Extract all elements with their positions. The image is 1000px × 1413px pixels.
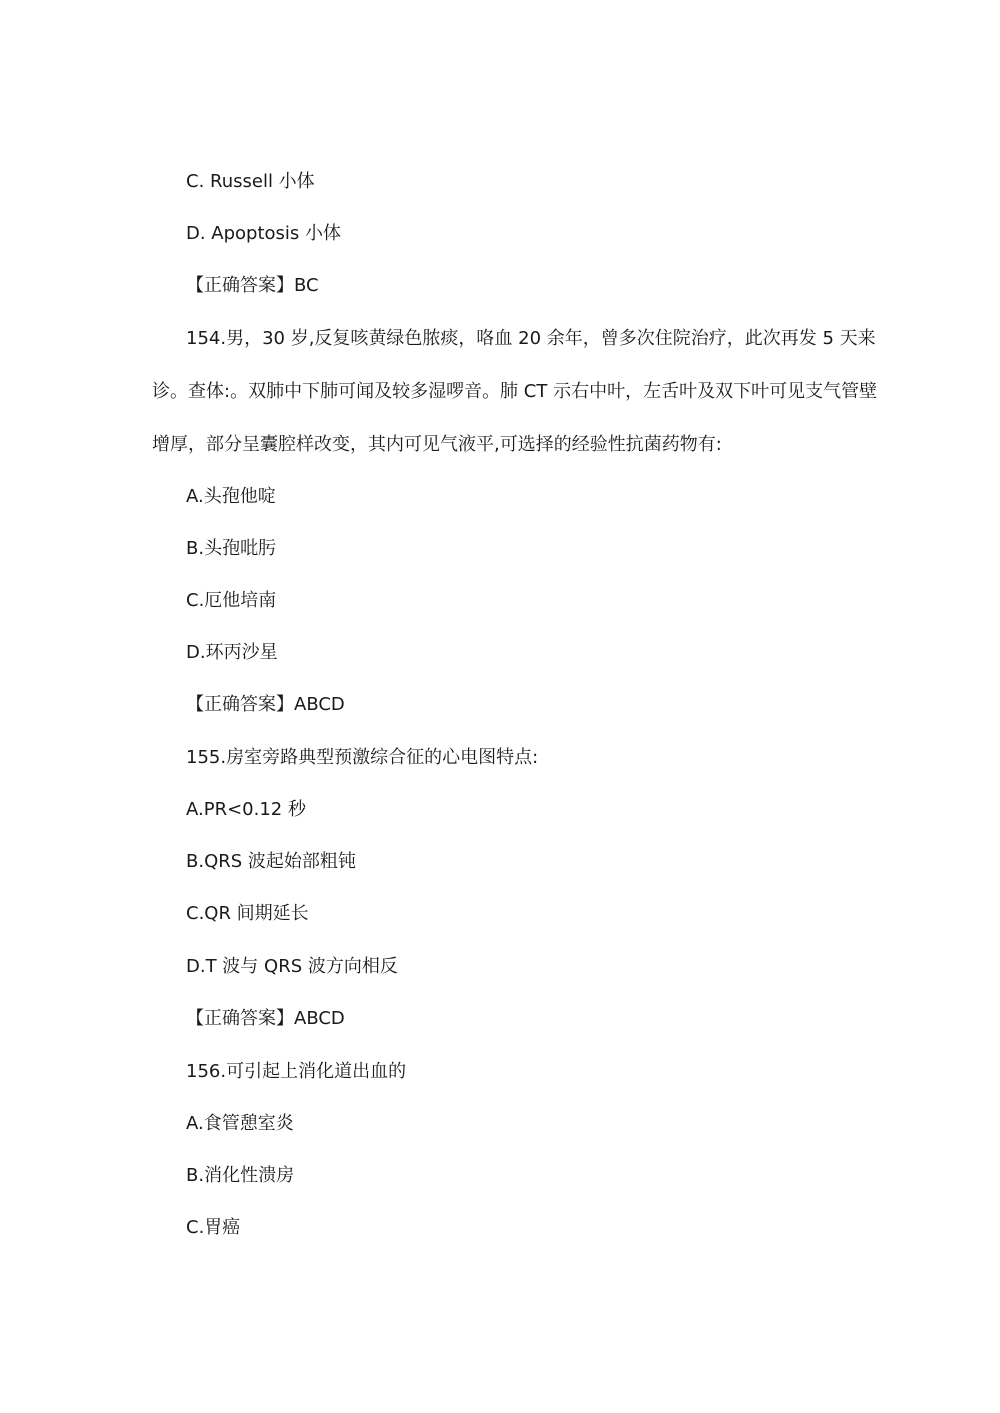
question-155-option-b: B.QRS 波起始部粗钝 <box>186 851 356 872</box>
option-d-apoptosis-body: D. Apoptosis 小体 <box>186 223 342 244</box>
question-154-option-c: C.厄他培南 <box>186 590 277 611</box>
question-154-option-d: D.环丙沙星 <box>186 642 278 663</box>
question-155-option-c: C.QR 间期延长 <box>186 903 309 924</box>
question-154-line-1: 154.男，30 岁,反复咳黄绿色脓痰，咯血 20 余年，曾多次住院治疗，此次再发 5 天来 <box>186 328 876 349</box>
question-154-option-a: A.头孢他啶 <box>186 486 276 507</box>
question-155-option-d: D.T 波与 QRS 波方向相反 <box>186 956 398 977</box>
question-156-option-a: A.食管憩室炎 <box>186 1113 294 1134</box>
question-154-option-b: B.头孢吡肟 <box>186 538 277 559</box>
answer-153: 【正确答案】BC <box>186 275 319 296</box>
answer-155: 【正确答案】ABCD <box>186 1008 345 1029</box>
question-156-option-b: B.消化性溃房 <box>186 1165 295 1186</box>
question-156: 156.可引起上消化道出血的 <box>186 1061 407 1082</box>
question-155-option-a: A.PR<0.12 秒 <box>186 799 306 820</box>
option-c-russell-body: C. Russell 小体 <box>186 171 315 192</box>
question-155: 155.房室旁路典型预激综合征的心电图特点: <box>186 747 539 768</box>
question-154-line-3: 增厚，部分呈囊腔样改变，其内可见气液平,可选择的经验性抗菌药物有: <box>152 434 722 455</box>
answer-154: 【正确答案】ABCD <box>186 694 345 715</box>
question-156-option-c: C.胃癌 <box>186 1217 241 1238</box>
question-154-line-2: 诊。查体:。双肺中下肺可闻及较多湿啰音。肺 CT 示右中叶，左舌叶及双下叶可见支气管壁 <box>152 381 878 402</box>
